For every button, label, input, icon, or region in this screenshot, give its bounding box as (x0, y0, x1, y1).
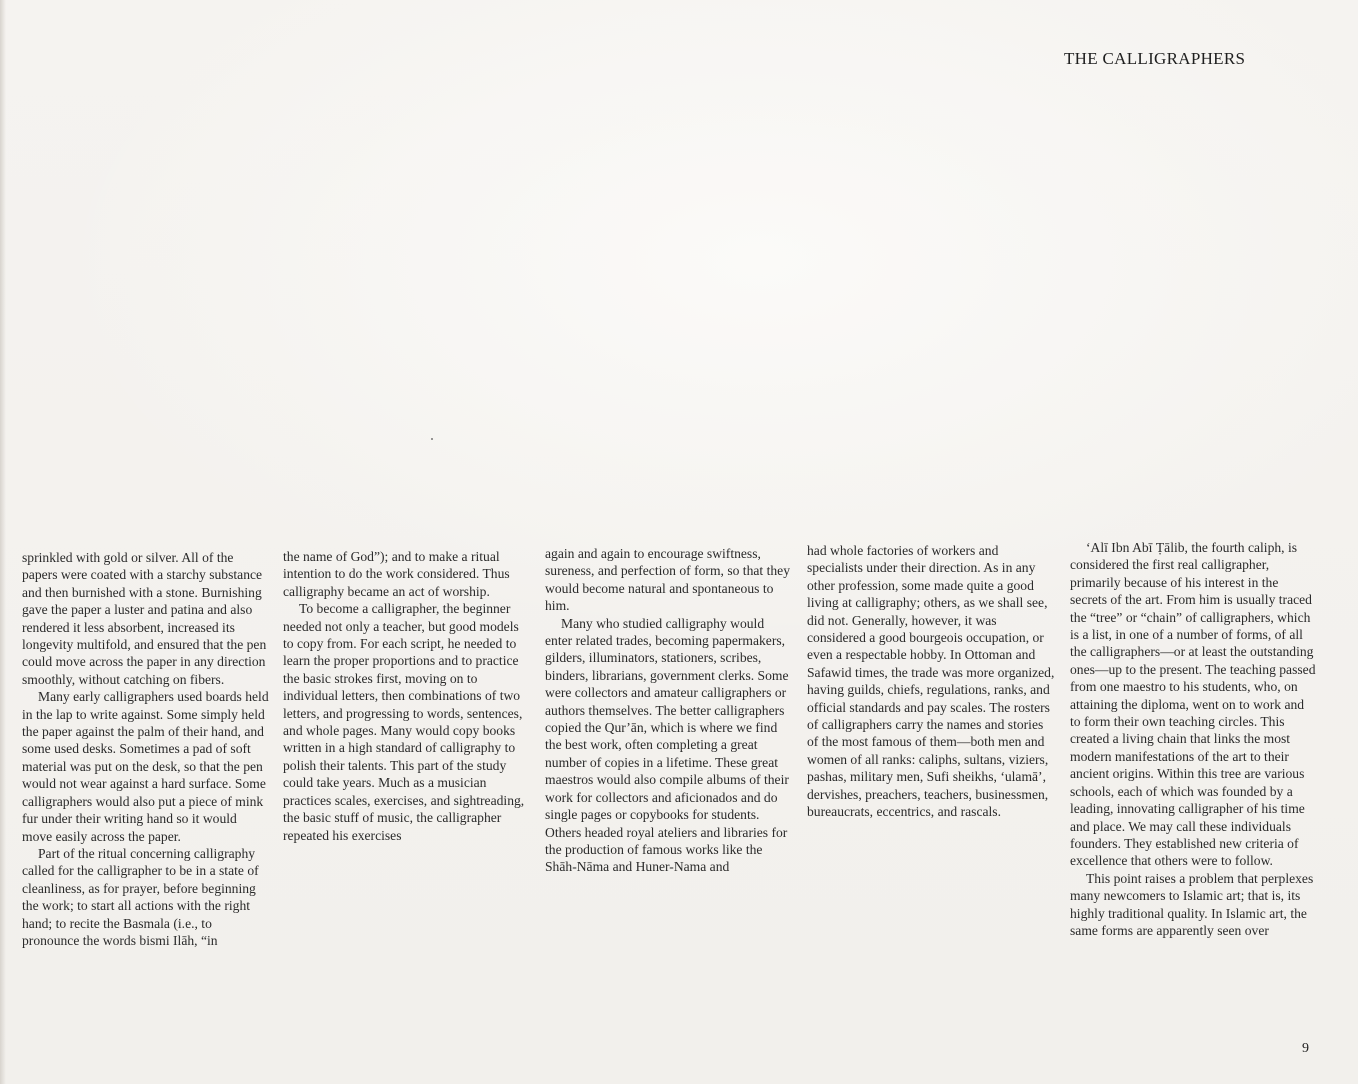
paragraph: To become a calligrapher, the beginner needed not only a teacher, but good models to copy from. For each script, he needed to learn the proper proportions and to practice the basic strokes first, moving on to individual letters, then combinations of two letters, and progressing to words, sentences, and whole pages. Many would copy books written in a high standard of calligraphy to polish their talents. This part of the study could take years. Much as a musician practices scales, exercises, and sightreading, the basic stuff of music, the calligrapher repeated his exercises (283, 601, 525, 843)
paragraph: ‘Alī Ibn Abī Ṭālib, the fourth caliph, is considered the first real calligrapher, primarily because of his interest in the secrets of the art. From him is usually traced the “tree” or “chain” of calligraphers, which is a list, in one of a number of forms, of all the calligraphers—or at least the outstanding ones—up to the present. The teaching passed from one maestro to his students, who, on attaining the diploma, went on to work and to form their own teaching circles. This created a living chain that links the most modern manifestations of the art to their ancient origins. Within this tree are various schools, each of which was founded by a leading, innovating calligrapher of his time and place. We may call these individuals founders. They established new criteria of excellence that others were to follow. (1070, 540, 1316, 869)
text-column-3 (545, 545, 793, 876)
paragraph: Many who studied calligraphy would enter related trades, becoming papermakers, gilders, illuminators, stationers, scribes, binders, librarians, government clerks. Some were collectors and amateur calligraphers or authors themselves. The better calligraphers copied the Qur’ān, which is where we find the best work, often completing a great number of copies in a lifetime. These great maestros would also compile albums of their work for collectors and aficionados and do single pages or copybooks for students. Others headed royal ateliers and libraries for the production of famous works like the Shāh-Nāma and Huner-Nama and (545, 615, 789, 875)
page-binding-shadow (0, 0, 6, 1084)
paragraph: This point raises a problem that perplexes many newcomers to Islamic art; that is, its highly traditional quality. In Islamic art, the same forms are apparently seen over (1070, 870, 1314, 938)
text-column-5 (1070, 539, 1318, 939)
paragraph: had whole factories of workers and specialists under their direction. As in any other profession, some made quite a good living at calligraphy; others, as we shall see, did not. Generally, however, it was considered a good bourgeois occupation, or even a respectable hobby. In Ottoman and Safawid times, the trade was more organized, having guilds, chiefs, regulations, ranks, and official standards and pay scales. The rosters of calligraphers carry the names and stories of the most famous of them—both men and women of all ranks: caliphs, sultans, viziers, pashas, military men, Sufi sheikhs, ‘ulamā’, dervishes, preachers, teachers, businessmen, bureaucrats, eccentrics, and rascals. (807, 543, 1055, 820)
text-column-2 (283, 548, 531, 844)
paragraph: sprinkled with gold or silver. All of the papers were coated with a starchy substance and then burnished with a stone. Burnishing gave the paper a luster and patina and also rendered it less absorbent, increased its longevity multifold, and ensured that the pen could move across the paper in any direction smoothly, without catching on fibers. (22, 550, 267, 687)
paragraph: Many early calligraphers used boards held in the lap to write against. Some simply held the paper against the palm of their hand, and some used desks. Sometimes a pad of soft material was put on the desk, so that the pen would not wear against a hard surface. Some calligraphers would also put a piece of mink fur under their writing hand so it would move easily across the paper. (22, 689, 269, 844)
text-column-4 (807, 542, 1055, 821)
paragraph: Part of the ritual concerning calligraphy called for the calligrapher to be in a state of cleanliness, as for prayer, before beginning the work; to start all actions with the right hand; to recite the Basmala (i.e., to pronounce the words bismi Ilāh, “in (22, 845, 259, 948)
paragraph: again and again to encourage swiftness, sureness, and perfection of form, so that they would become natural and spontaneous to him. (545, 546, 790, 614)
running-head: THE CALLIGRAPHERS (1064, 49, 1246, 68)
paragraph: the name of God”); and to make a ritual intention to do the work considered. Thus calligraphy became an act of worship. (283, 549, 510, 599)
paper-speck (431, 438, 433, 440)
page-number: 9 (1302, 1041, 1309, 1056)
text-column-1 (22, 549, 270, 949)
